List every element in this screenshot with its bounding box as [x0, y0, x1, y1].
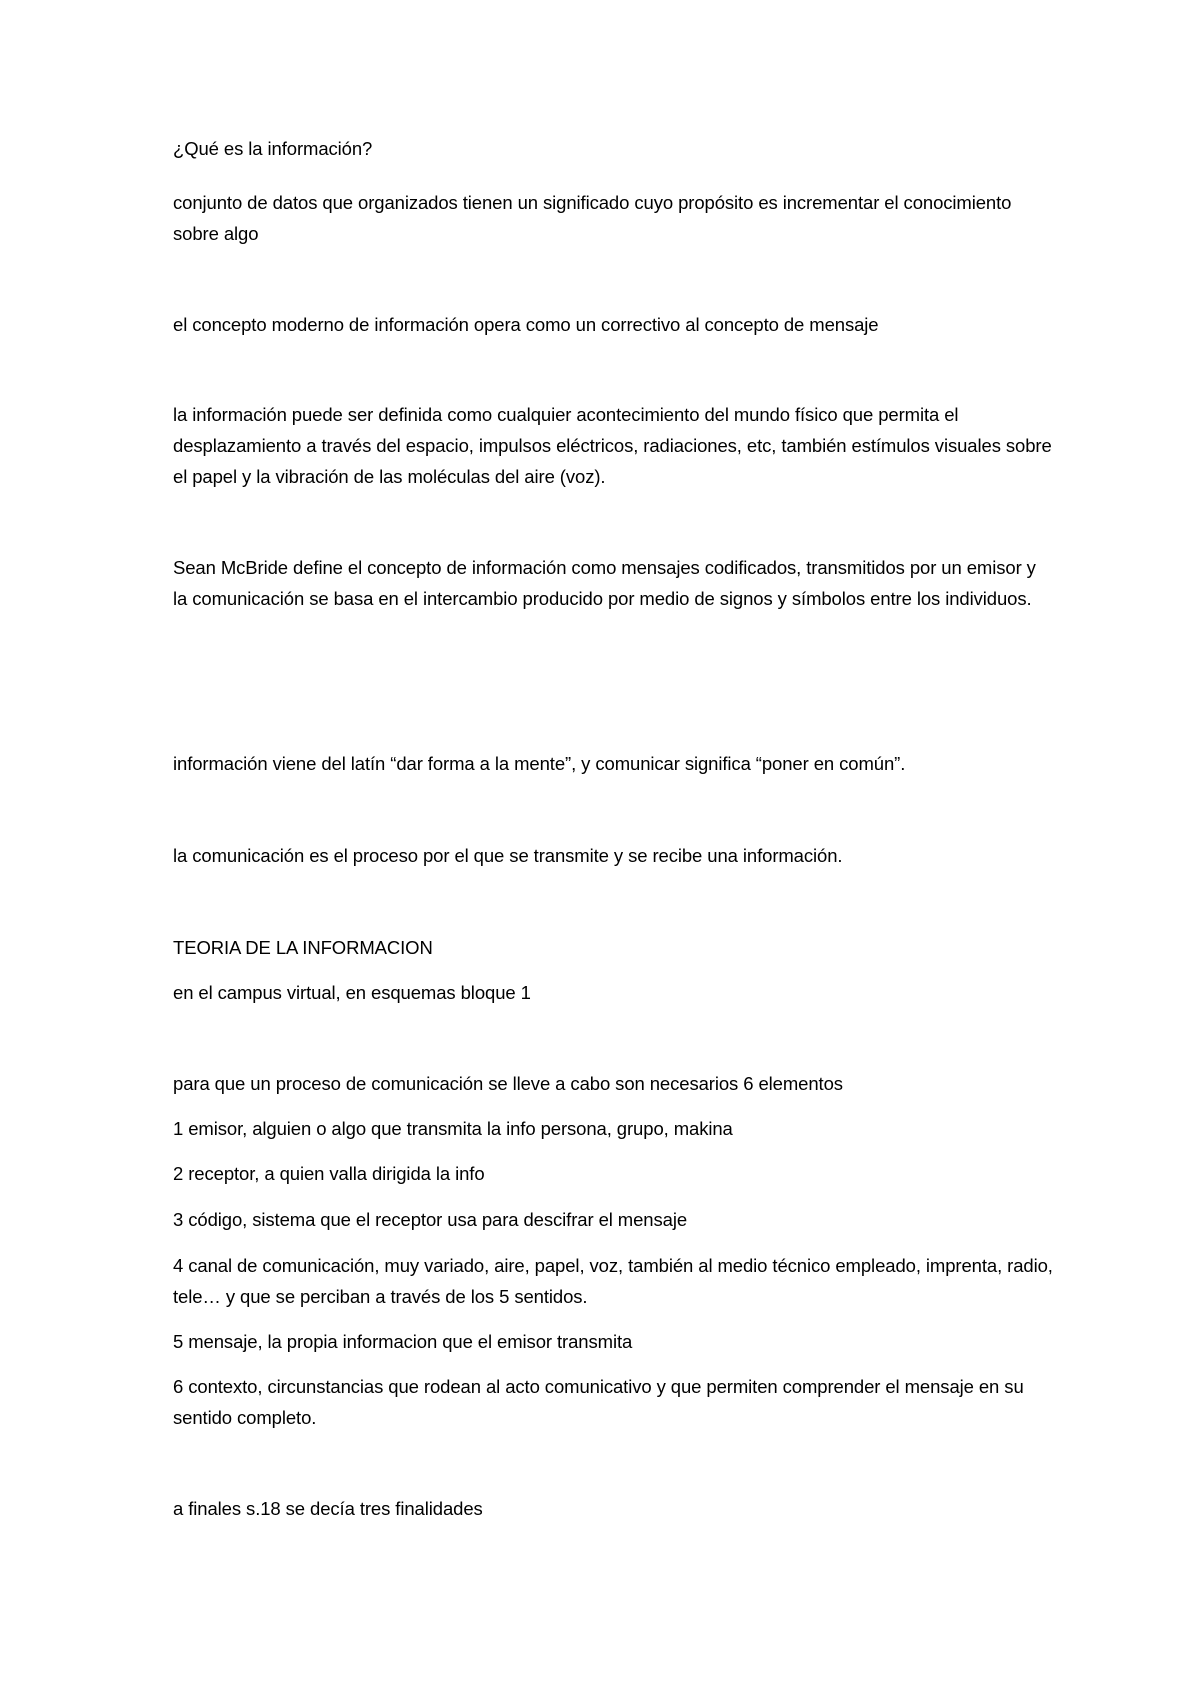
definition-paragraph: conjunto de datos que organizados tienen un significado cuyo propósito es incrementar el conocimiento sobre algo — [173, 192, 1012, 244]
list-item: 3 código, sistema que el receptor usa para descifrar el mensaje — [173, 1209, 688, 1230]
list-item: 2 receptor, a quien valla dirigida la info — [173, 1163, 485, 1184]
elements-intro: para que un proceso de comunicación se lleve a cabo son necesarios 6 elementos — [173, 1073, 843, 1094]
campus-note: en el campus virtual, en esquemas bloque 1 — [173, 982, 531, 1003]
list-item: 5 mensaje, la propia informacion que el emisor transmita — [173, 1331, 633, 1352]
etymology-paragraph: información viene del latín “dar forma a la mente”, y comunicar significa “poner en común”. — [173, 753, 906, 774]
physical-world-paragraph: la información puede ser definida como cualquier acontecimiento del mundo físico que permita el desplazamiento a través del espacio, impulsos eléctricos, radiaciones, etc, también estímulos visuales sobre el papel y la vibración de las moléculas del aire (voz). — [173, 404, 1052, 487]
communication-definition-paragraph: la comunicación es el proceso por el que se transmite y se recibe una información. — [173, 845, 843, 866]
section-heading: TEORIA DE LA INFORMACION — [173, 937, 433, 958]
list-item: 6 contexto, circunstancias que rodean al acto comunicativo y que permiten comprender el mensaje en su sentido completo. — [173, 1376, 1024, 1428]
modern-concept-paragraph: el concepto moderno de información opera como un correctivo al concepto de mensaje — [173, 314, 879, 335]
closing-line: a finales s.18 se decía tres finalidades — [173, 1498, 483, 1519]
mcbride-paragraph: Sean McBride define el concepto de información como mensajes codificados, transmitidos por un emisor y la comunicación se basa en el intercambio producido por medio de signos y símbolos entre los individuos. — [173, 557, 1036, 609]
heading-question: ¿Qué es la información? — [173, 138, 373, 159]
list-item: 4 canal de comunicación, muy variado, aire, papel, voz, también al medio técnico empleado, imprenta, radio, tele… y que se perciban a través de los 5 sentidos. — [173, 1255, 1053, 1307]
list-item: 1 emisor, alguien o algo que transmita la info persona, grupo, makina — [173, 1118, 733, 1139]
